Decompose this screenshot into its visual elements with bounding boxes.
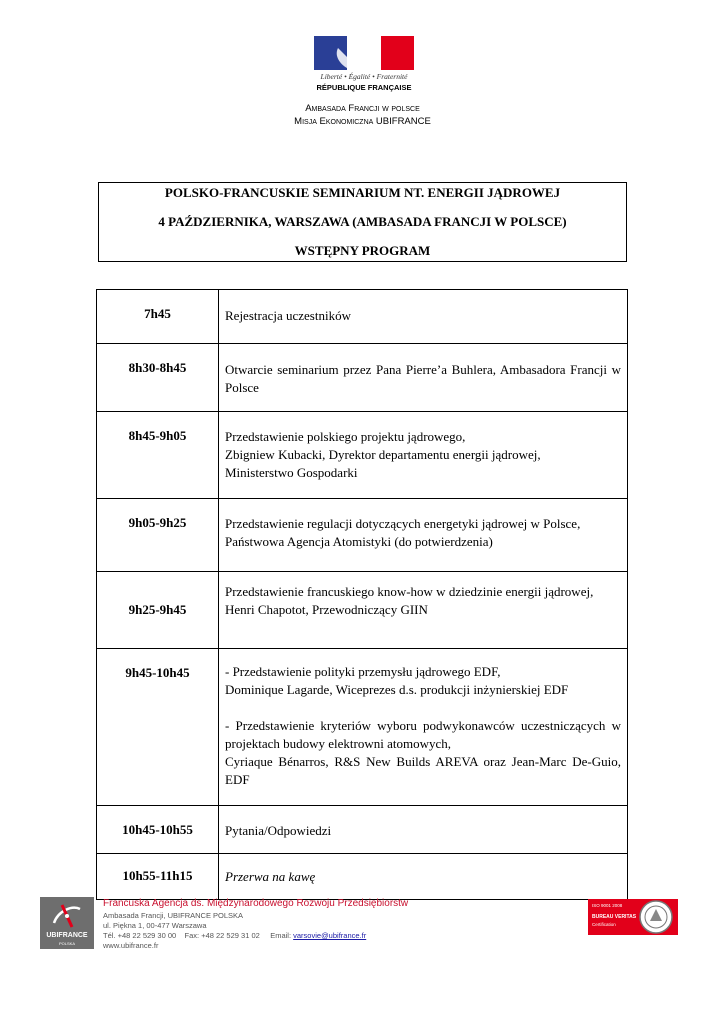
time-cell bbox=[97, 572, 219, 648]
desc-cell bbox=[219, 572, 627, 648]
table-row bbox=[97, 411, 627, 498]
bureau-veritas-seal-icon bbox=[638, 899, 674, 935]
ubifrance-logo bbox=[40, 897, 94, 949]
desc-cell bbox=[219, 412, 627, 498]
embassy-line-1-text: Ambasada Francji w polsce bbox=[305, 103, 420, 114]
footer-phone-fax: Tél. +48 22 529 30 00 Fax: +48 22 529 31 02 Email: bbox=[103, 931, 294, 940]
footer-contact bbox=[103, 931, 366, 940]
desc-line: Henri Chapotot, Przewodniczący GIIN bbox=[225, 602, 428, 617]
republic-name: RÉPUBLIQUE FRANÇAISE bbox=[316, 83, 412, 92]
table-row bbox=[97, 648, 627, 805]
republique-francaise-logo bbox=[314, 36, 414, 96]
time-text: 9h05-9h25 bbox=[128, 515, 187, 530]
desc-line: Rejestracja uczestników bbox=[225, 308, 351, 323]
time-text: 8h30-8h45 bbox=[128, 360, 187, 375]
bv-cert: Certification bbox=[592, 922, 616, 927]
time-text: 10h55-11h15 bbox=[122, 868, 193, 883]
table-row bbox=[97, 853, 627, 899]
desc-line: - Przedstawienie polityki przemysłu jądrowego EDF, bbox=[225, 664, 501, 679]
desc-cell bbox=[219, 649, 627, 805]
table-row bbox=[97, 290, 627, 343]
desc-line: Zbigniew Kubacki, Dyrektor departamentu energii jądrowej, bbox=[225, 447, 541, 462]
footer-agency: Francuska Agencja ds. Międzynarodowego Rozwoju Przedsiębiorstw bbox=[103, 898, 409, 909]
desc-cell bbox=[219, 806, 627, 853]
time-cell bbox=[97, 854, 219, 899]
desc-line: Przedstawienie francuskiego know-how w dziedzinie energii jądrowej, bbox=[225, 584, 594, 599]
bv-iso: ISO 9001 2008 bbox=[592, 903, 623, 908]
desc-cell bbox=[219, 290, 627, 343]
title-line-1: POLSKO-FRANCUSKIE SEMINARIUM NT. ENERGII JĄDROWEJ bbox=[164, 185, 561, 200]
time-text: 9h45-10h45 bbox=[125, 665, 190, 680]
desc-line: Przerwa na kawę bbox=[225, 869, 316, 884]
table-row bbox=[97, 571, 627, 648]
embassy-line-1 bbox=[0, 103, 725, 114]
ubifrance-logo-sub: POLSKA bbox=[58, 941, 75, 946]
desc-line: Otwarcie seminarium przez Pana Pierre’a Buhlera, Ambasadora Francji w Polsce bbox=[225, 362, 621, 395]
time-text: 7h45 bbox=[144, 306, 171, 321]
title-box bbox=[98, 182, 627, 262]
bv-name: BUREAU VERITAS bbox=[592, 914, 637, 920]
title-line-2: 4 PAŹDZIERNIKA, WARSZAWA (AMBASADA FRANCJI W POLSCE) bbox=[158, 214, 567, 229]
desc-line: Ministerstwo Gospodarki bbox=[225, 465, 358, 480]
time-text: 10h45-10h55 bbox=[122, 822, 193, 837]
desc-line: - Przedstawienie kryteriów wyboru podwykonawców uczestniczących w projektach budowy elektrowni atomowych, bbox=[225, 718, 621, 751]
ubifrance-logo-text: UBIFRANCE bbox=[46, 932, 88, 939]
embassy-line-2 bbox=[0, 116, 725, 127]
time-cell bbox=[97, 412, 219, 498]
embassy-line-2-text: Misja Ekonomiczna UBIFRANCE bbox=[294, 116, 431, 127]
time-cell bbox=[97, 499, 219, 571]
desc-line: Przedstawienie polskiego projektu jądrowego, bbox=[225, 429, 466, 444]
table-row bbox=[97, 498, 627, 571]
motto: Liberté • Égalité • Fraternité bbox=[320, 72, 408, 81]
desc-line: Przedstawienie regulacji dotyczących energetyki jądrowej w Polsce, bbox=[225, 516, 581, 531]
ubifrance-swirl-icon bbox=[48, 901, 86, 931]
footer-email-link[interactable]: varsovie@ubifrance.fr bbox=[293, 931, 367, 940]
program-table bbox=[96, 289, 628, 900]
title-line-3: WSTĘPNY PROGRAM bbox=[294, 243, 431, 258]
time-cell bbox=[97, 649, 219, 805]
table-row bbox=[97, 805, 627, 853]
time-text: 8h45-9h05 bbox=[128, 428, 187, 443]
marianne-profile-icon bbox=[328, 38, 388, 70]
desc-cell bbox=[219, 344, 627, 411]
bureau-veritas-badge bbox=[588, 899, 678, 935]
desc-cell bbox=[219, 499, 627, 571]
desc-line: Dominique Lagarde, Wiceprezes d.s. produkcji inżynierskiej EDF bbox=[225, 682, 569, 697]
time-cell bbox=[97, 344, 219, 411]
desc-cell bbox=[219, 854, 627, 899]
time-cell bbox=[97, 806, 219, 853]
footer-address-2: ul. Piękna 1, 00-477 Warszawa bbox=[103, 921, 207, 930]
table-row bbox=[97, 343, 627, 411]
time-text: 9h25-9h45 bbox=[128, 602, 187, 617]
desc-line: Cyriaque Bénarros, R&S New Builds AREVA oraz Jean-Marc De-Guio, EDF bbox=[225, 754, 621, 787]
desc-line: Państwowa Agencja Atomistyki (do potwierdzenia) bbox=[225, 534, 493, 549]
desc-line: Pytania/Odpowiedzi bbox=[225, 823, 332, 838]
footer-website[interactable]: www.ubifrance.fr bbox=[103, 941, 159, 950]
time-cell bbox=[97, 290, 219, 343]
footer-address-1: Ambasada Francji, UBIFRANCE POLSKA bbox=[103, 911, 244, 920]
